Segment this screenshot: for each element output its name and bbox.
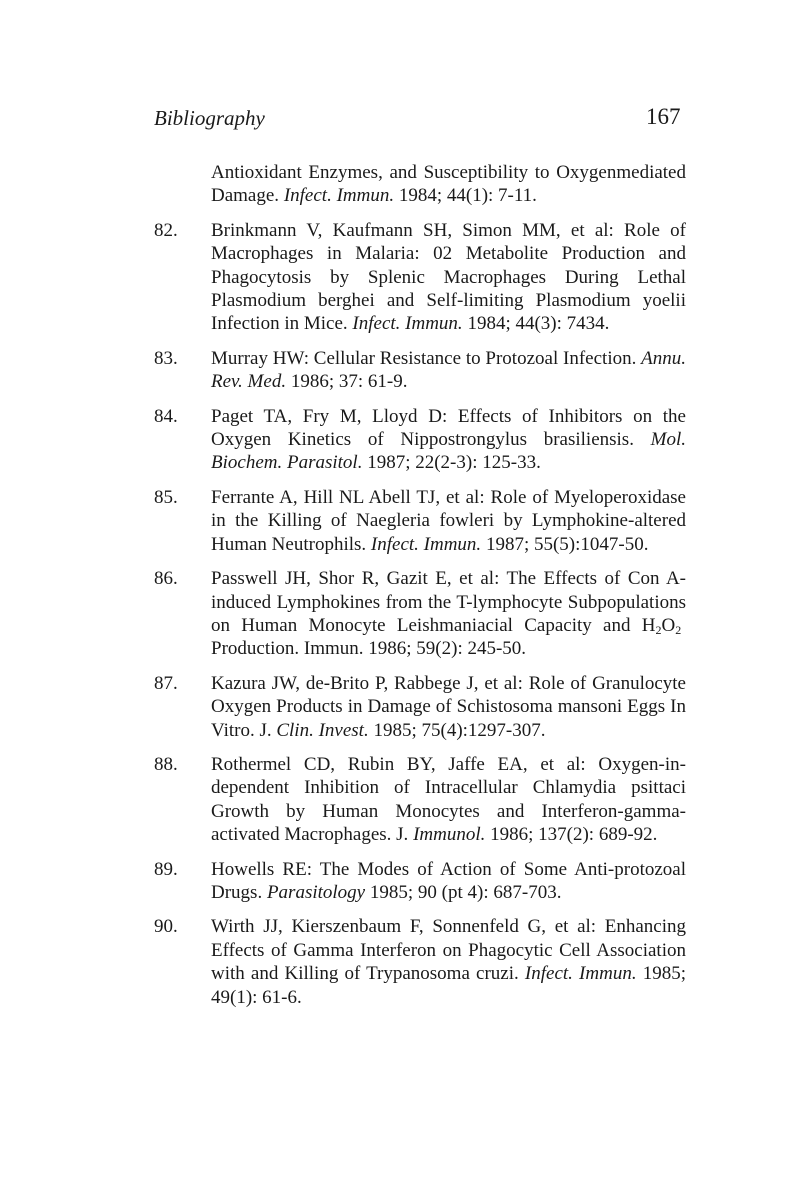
reference-citation: Rothermel CD, Rubin BY, Jaffe EA, et al: Oxygen-independent Inhibition of Intracellular Chlamydia psittaci Growth by Human Monocytes and Interferon-gamma-activated Macrophages. J. [211, 753, 686, 846]
reference-detail: 1987; 22(2-3): 125-33. [367, 452, 541, 474]
reference-item-84 [154, 405, 686, 475]
reference-journal: Clin. Invest. [276, 719, 369, 741]
reference-number: 90. [154, 916, 178, 938]
reference-item-87 [154, 672, 686, 742]
reference-text [211, 915, 686, 1009]
reference-continuation [211, 161, 686, 208]
reference-citation: Ferrante A, Hill NL Abell TJ, et al: Role of Myeloperoxidase in the Killing of Naegleria fowleri by Lymphokine-altered Human Neutrophils. [211, 486, 686, 555]
subscript-2: 2 [675, 622, 682, 637]
reference-citation: Wirth JJ, Kierszenbaum F, Sonnenfeld G, et al: Enhancing Effects of Gamma Interferon on Phagocytic Cell Association with and Killing of Trypanosoma cruzi. [211, 916, 686, 985]
reference-journal: Annu. Rev. Med. [211, 347, 686, 393]
reference-text [211, 858, 686, 905]
reference-journal: Parasitology [266, 881, 366, 903]
reference-text [211, 567, 686, 661]
reference-journal: Infect. Immun. [524, 963, 637, 985]
reference-item-85 [154, 486, 686, 556]
reference-number: 87. [154, 672, 178, 694]
reference-text [211, 405, 686, 475]
reference-number: 82. [154, 219, 178, 241]
reference-number: 85. [154, 486, 178, 508]
reference-item-86 [154, 567, 686, 661]
reference-detail: Production. Immun. 1986; 59(2): 245-50. [211, 638, 527, 660]
reference-number: 86. [154, 568, 178, 590]
reference-number: 84. [154, 405, 178, 427]
reference-journal: Infect. Immun. [352, 313, 463, 335]
reference-citation: Passwell JH, Shor R, Gazit E, et al: The Effects of Con A-induced Lymphokines from the T-lymphocyte Subpopulations on Human Monocyte Leishmaniacial Capacity and H [211, 568, 686, 636]
subscript-2: 2 [655, 622, 662, 637]
reference-item-82 [154, 219, 686, 336]
page-number: 167 [646, 104, 681, 129]
formula-oxygen: O [661, 614, 676, 636]
reference-detail: 1987; 55(5):1047-50. [485, 533, 649, 555]
reference-detail: 1985; 75(4):1297-307. [373, 719, 546, 741]
running-header-title: Bibliography [154, 106, 265, 130]
continuation-journal: Infect. Immun. [283, 185, 395, 207]
continuation-text: Antioxidant Enzymes, and Susceptibility to Oxygenmediated Damage. [211, 162, 686, 207]
reference-text [211, 486, 686, 556]
reference-citation: Brinkmann V, Kaufmann SH, Simon MM, et al: Role of Macrophages in Malaria: 02 Metabolite Production and Phagocytosis by Splenic Macrophages During Lethal Plasmodium berghei and Self-limiting Plasmodium yoelii Infection in Mice. [211, 219, 686, 335]
reference-item-88 [154, 753, 686, 847]
reference-journal: Mol. Biochem. Parasitol. [211, 429, 686, 474]
reference-citation: Howells RE: The Modes of Action of Some Anti-protozoal Drugs. [211, 858, 686, 903]
reference-citation: Kazura JW, de-Brito P, Rabbege J, et al: Role of Granulocyte Oxygen Products in Damage of Schistosoma mansoni Eggs In Vitro. J. [211, 672, 686, 741]
reference-journal: Immunol. [413, 824, 486, 846]
reference-number: 88. [154, 753, 178, 775]
reference-number: 83. [154, 347, 178, 369]
reference-detail: 1985; 90 (pt 4): 687-703. [369, 881, 562, 903]
reference-text [211, 672, 686, 742]
reference-item-90 [154, 915, 686, 1009]
reference-text [211, 753, 686, 847]
reference-item-83 [154, 347, 686, 394]
reference-text [211, 347, 686, 394]
reference-journal: Infect. Immun. [370, 533, 482, 555]
reference-list [154, 161, 686, 1020]
reference-citation: Murray HW: Cellular Resistance to Protozoal Infection. [211, 347, 637, 369]
reference-citation: Paget TA, Fry M, Lloyd D: Effects of Inhibitors on the Oxygen Kinetics of Nippostrongylus brasiliensis. [211, 405, 686, 451]
continuation-detail: 1984; 44(1): 7-11. [398, 185, 537, 207]
reference-text [211, 219, 686, 336]
reference-detail: 1986; 137(2): 689-92. [490, 824, 658, 846]
reference-item-89 [154, 858, 686, 905]
reference-detail: 1985; 49(1): 61-6. [211, 963, 686, 1008]
reference-detail: 1984; 44(3): 7434. [467, 313, 610, 335]
reference-number: 89. [154, 858, 178, 880]
reference-detail: 1986; 37: 61-9. [290, 371, 408, 393]
